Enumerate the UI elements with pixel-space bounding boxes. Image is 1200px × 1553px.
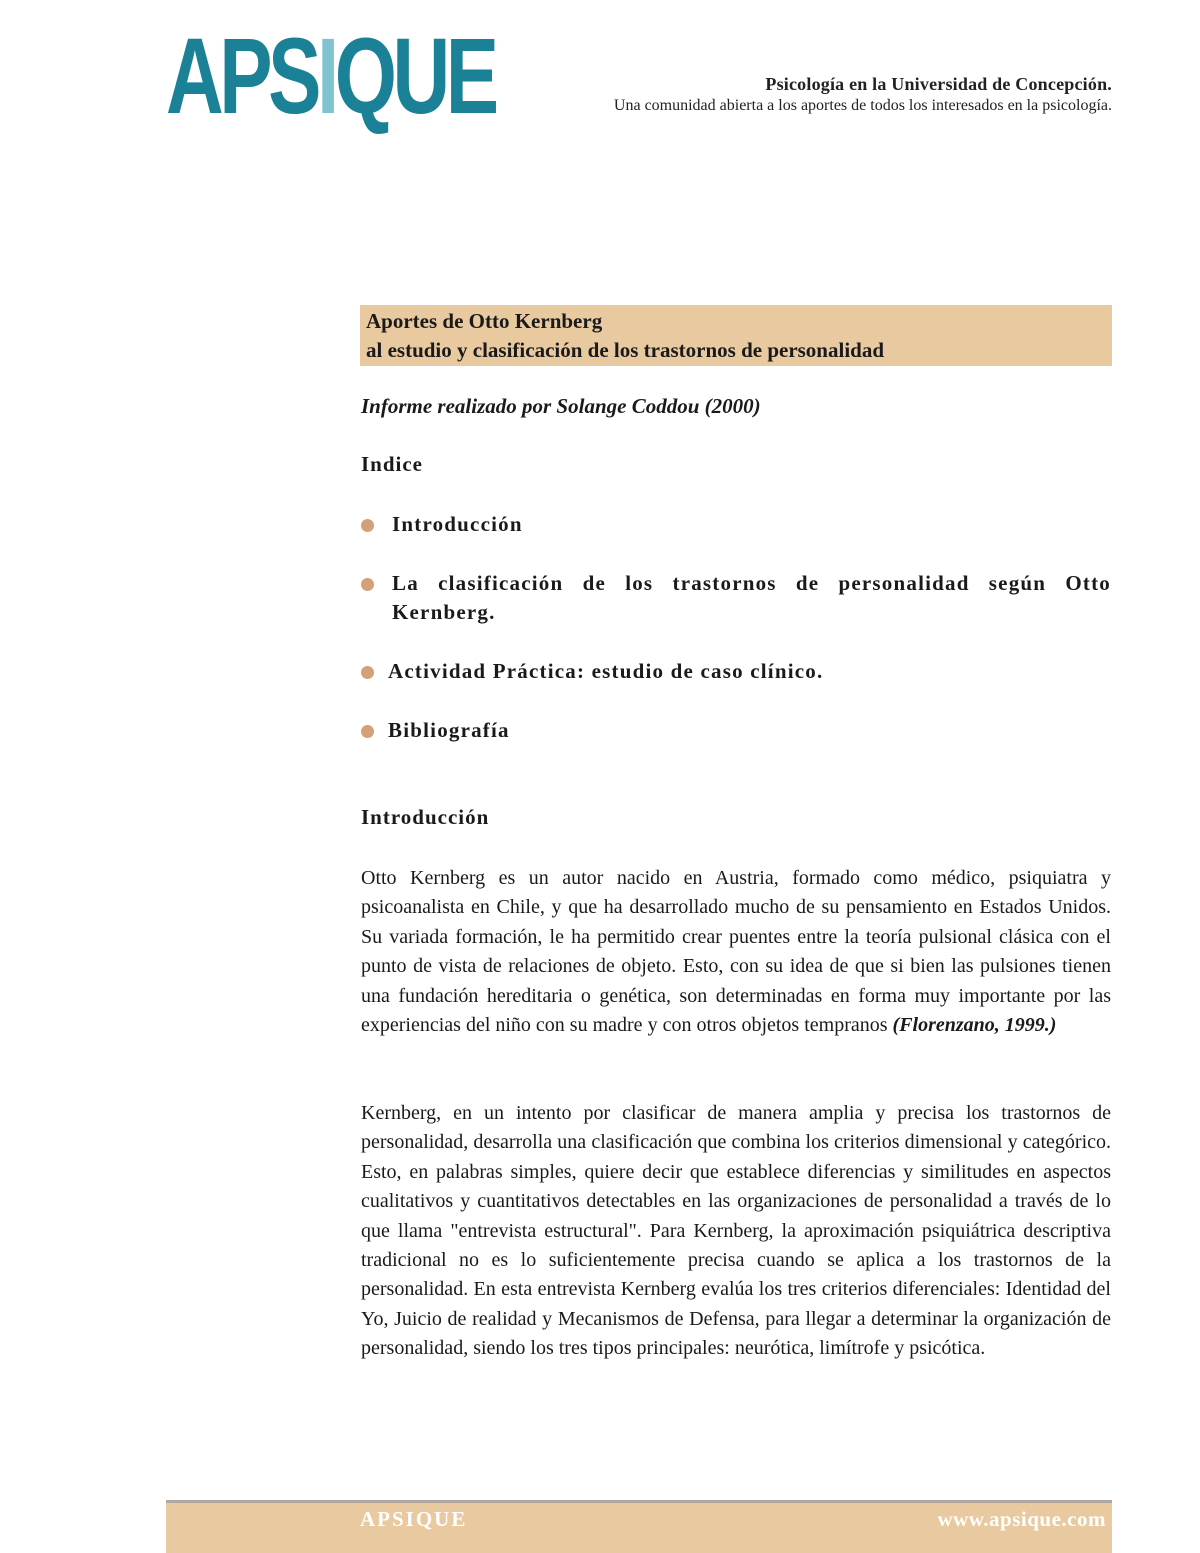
- logo-part-aps: APS: [166, 15, 318, 136]
- tagline-subtitle: Una comunidad abierta a los aportes de todos los interesados en la psicología.: [613, 97, 1112, 114]
- document-title-line-1: Aportes de Otto Kernberg: [366, 309, 603, 333]
- header-tagline: [614, 74, 1112, 115]
- index-item-clasificacion[interactable]: [361, 569, 1111, 627]
- index-item-actividad-practica[interactable]: [361, 657, 1111, 686]
- index-item-label: Introducción: [392, 512, 523, 536]
- paragraph-2: Kernberg, en un intento por clasificar de manera amplia y precisa los trastornos de personalidad, desarrolla una clasificación que combina los criterios dimensional y categórico. Esto, en palabras simples, quiere decir que establece diferencias y similitudes en aspectos cualitativos y cuantitativos detectables en las organizaciones de personalidad a través de lo que llama "entrevista estructural". Para Kernberg, la aproximación psiquiátrica descriptiva tradicional no es lo suficientemente precisa cuando se aplica a los trastornos de la personalidad. En esta entrevista Kernberg evalúa los tres criterios diferenciales: Identidad del Yo, Juicio de realidad y Mecanismos de Defensa, para llegar a determinar la organización de personalidad, siendo los tres tipos principales: neurótica, limítrofe y psicótica.: [361, 1102, 1111, 1360]
- logo-part-que: QUE: [334, 15, 495, 136]
- index-item-introduccion[interactable]: [361, 510, 1111, 539]
- tagline-title: Psicología en la Universidad de Concepción.: [765, 74, 1112, 94]
- apsique-logo: [166, 15, 495, 136]
- bullet-icon: [361, 725, 374, 738]
- section-heading-introduccion: Introducción: [361, 805, 490, 829]
- index-heading: Indice: [361, 452, 424, 476]
- logo-part-i: I: [317, 15, 335, 136]
- footer-brand: APSIQUE: [360, 1507, 468, 1531]
- paragraph-1-citation: (Florenzano, 1999.): [892, 1014, 1057, 1037]
- footer-website-link[interactable]: www.apsique.com: [937, 1507, 1106, 1531]
- index-item-label: La clasificación de los trastornos de personalidad según Otto Kernberg.: [392, 571, 1111, 624]
- bullet-icon: [361, 519, 374, 532]
- document-author: Informe realizado por Solange Coddou (2000): [361, 394, 761, 418]
- paragraph-1-text: Otto Kernberg es un autor nacido en Austria, formado como médico, psiquiatra y psicoanalista en Chile, y que ha desarrollado mucho de su pensamiento en Estados Unidos. Su variada formación, le ha permitido crear puentes entre la teoría pulsional clásica con el punto de vista de relaciones de objeto. Esto, con su idea de que si bien las pulsiones tienen una fundación hereditaria o genética, son determinadas en forma muy importante por las experiencias del niño con su madre y con otros objetos tempranos: [361, 867, 1111, 1037]
- document-title-line-2: al estudio y clasificación de los trastornos de personalidad: [366, 338, 885, 362]
- index-item-bibliografia[interactable]: [361, 716, 1111, 745]
- bullet-icon: [361, 666, 374, 679]
- bullet-icon: [361, 578, 374, 591]
- document-title-box: [360, 305, 1112, 366]
- page-footer: [166, 1503, 1112, 1553]
- paragraph-1: [361, 864, 1111, 1040]
- index-item-label: Bibliografía: [388, 718, 510, 742]
- index-item-label: Actividad Práctica: estudio de caso clínico.: [388, 659, 824, 683]
